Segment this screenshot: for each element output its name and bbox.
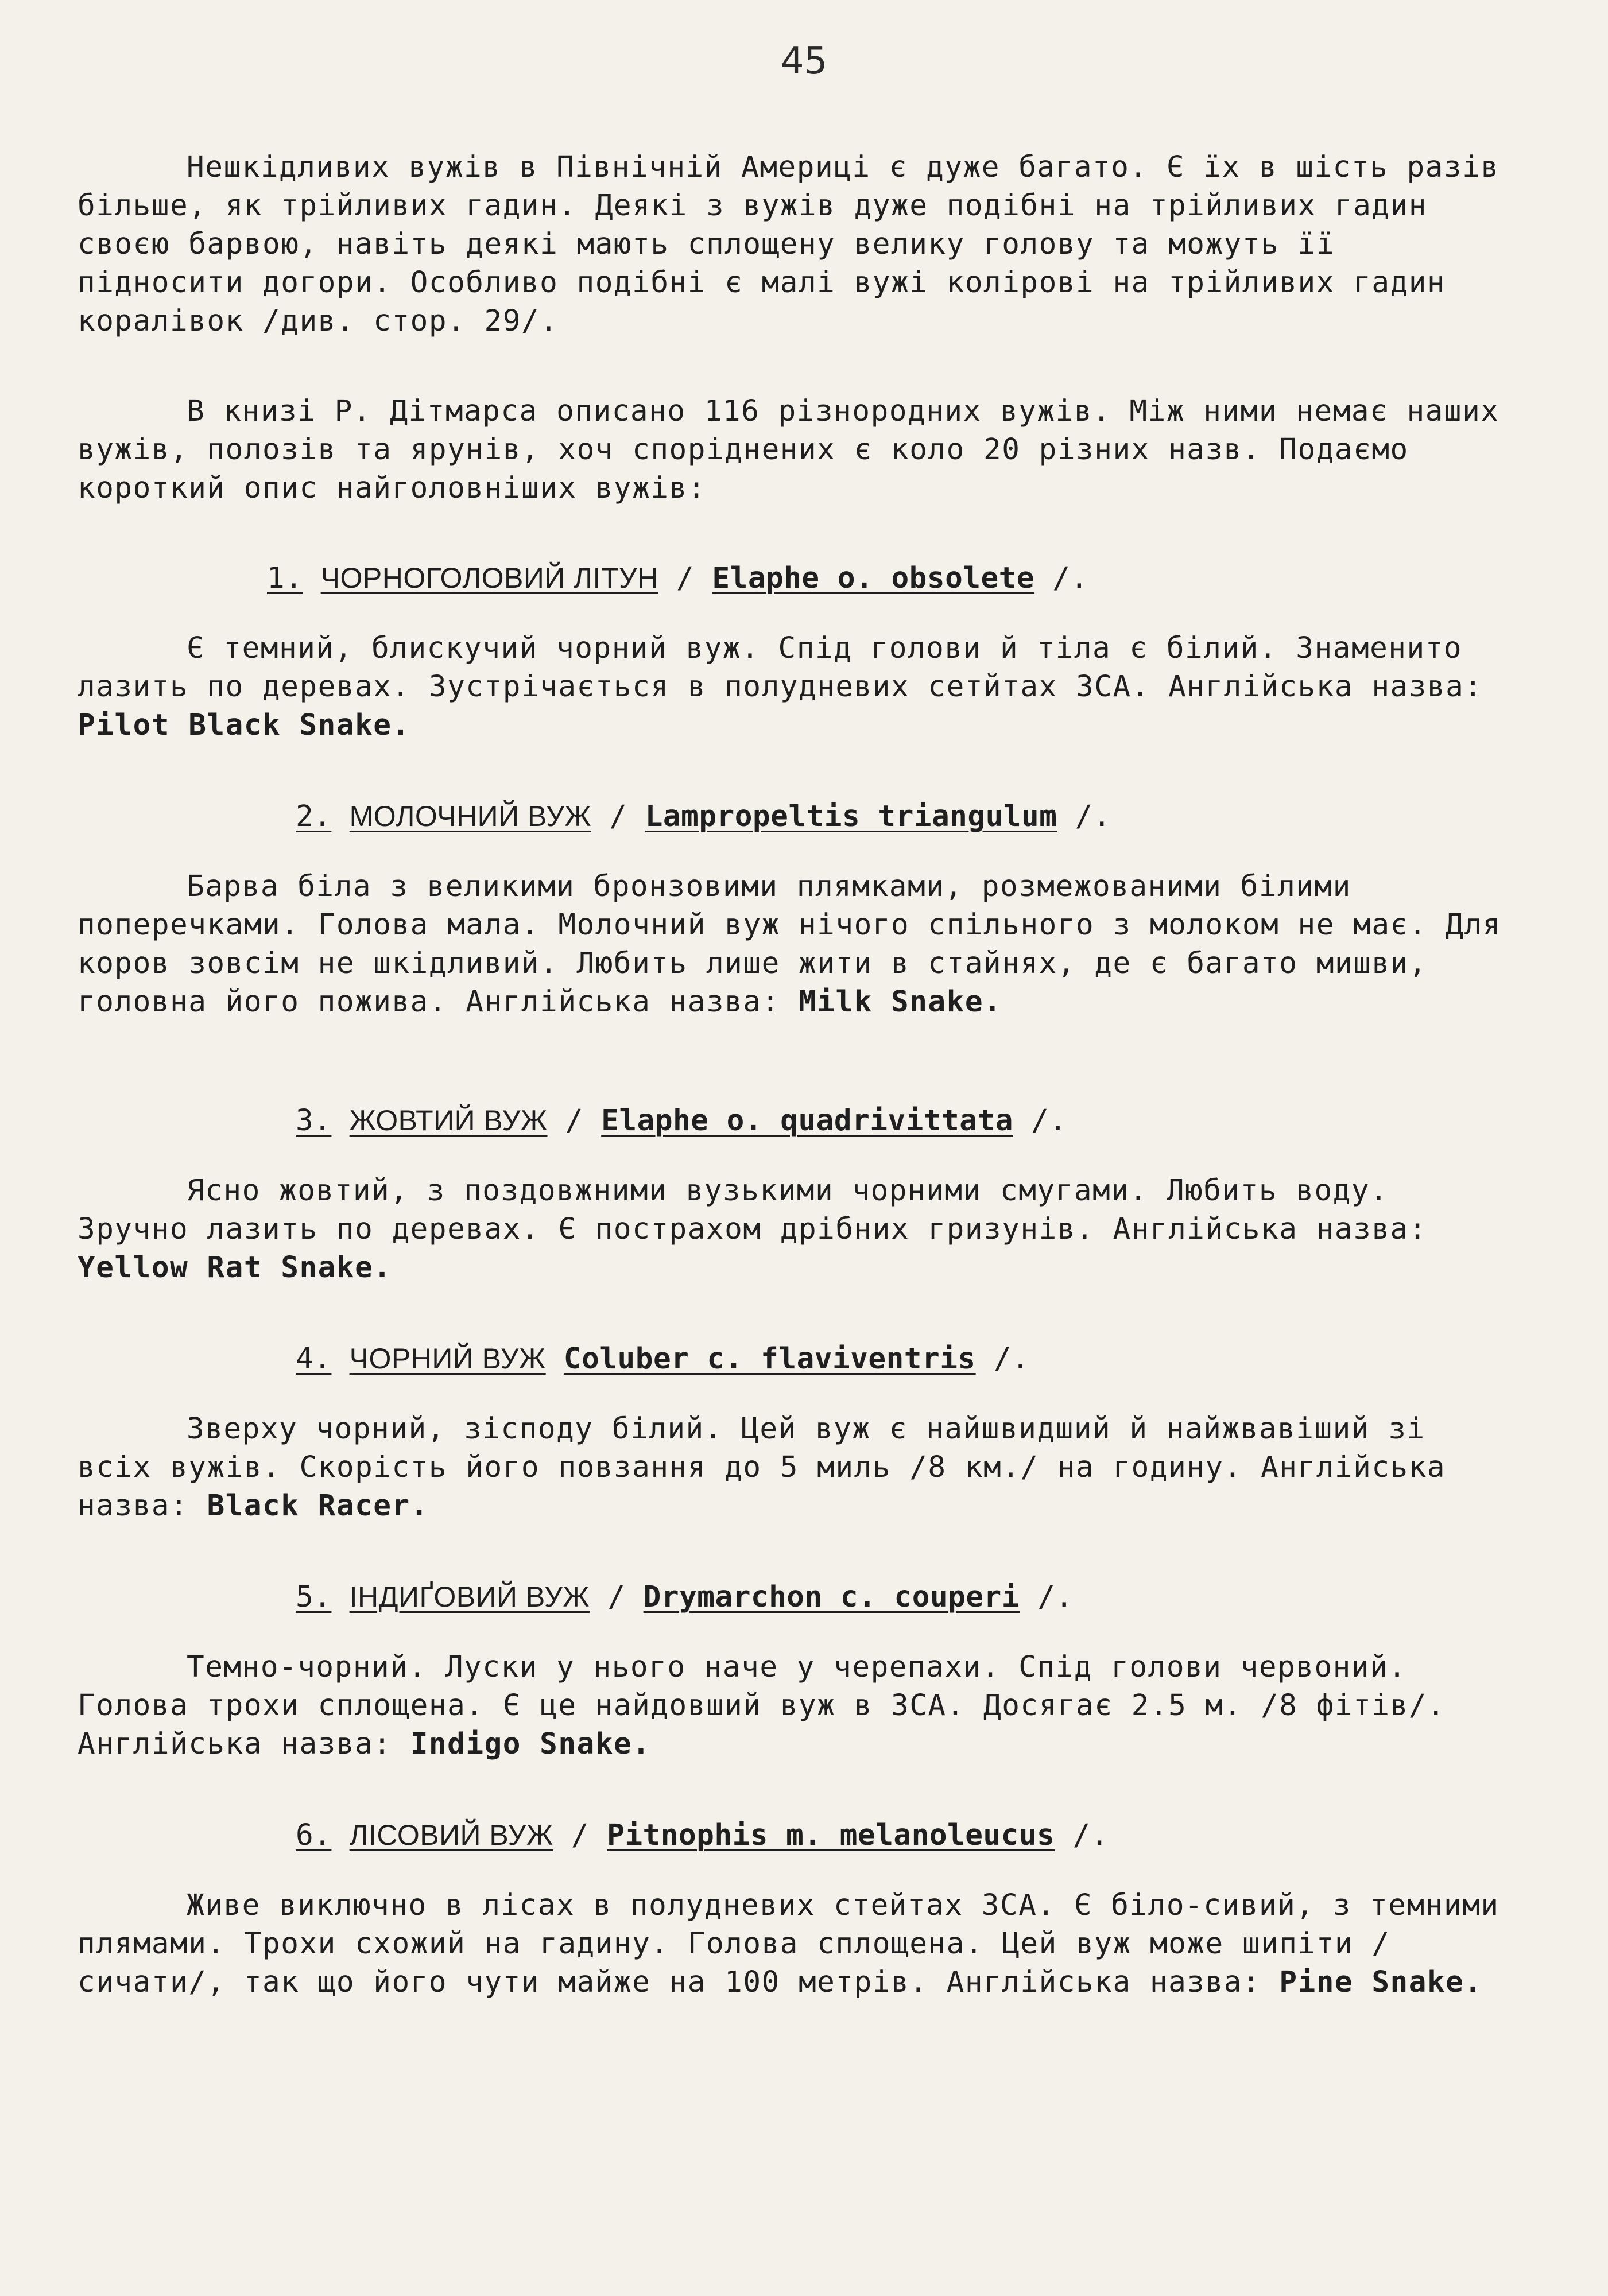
entry-name: ЖОВТИЙ ВУЖ — [349, 1104, 548, 1137]
entry-description — [78, 867, 1513, 1021]
snake-entry-4 — [78, 1340, 1513, 1525]
entry-heading — [78, 1340, 1513, 1378]
entry-closing: /. — [1075, 800, 1111, 833]
entry-description — [78, 1172, 1513, 1287]
entry-heading — [78, 1816, 1513, 1855]
document-body — [78, 148, 1513, 2002]
entry-closing: /. — [1037, 1580, 1074, 1614]
entry-english-name: Yellow Rat Snake. — [78, 1251, 392, 1285]
entry-heading — [78, 797, 1513, 836]
entry-number: 1. — [267, 561, 303, 595]
entry-name: ЛІСОВИЙ ВУЖ — [349, 1819, 553, 1851]
entry-english-name: Pine Snake. — [1279, 1965, 1483, 1999]
snake-entry-5 — [78, 1578, 1513, 1763]
second-paragraph: В книзі Р. Дітмарса описано 116 різнородних вужів. Між ними немає наших вужів, полозів та ярунів, хоч споріднених є коло 20 різних назв. Подаємо короткий опис найголовніших вужів: — [78, 394, 1499, 505]
entry-name: МОЛОЧНИЙ ВУЖ — [349, 800, 592, 832]
snake-entry-6 — [78, 1816, 1513, 2002]
entry-closing: /. — [1052, 561, 1088, 595]
entry-description-text: Є темний, блискучий чорний вуж. Спід голови й тіла є білий. Знаменито лазить по деревах. Зустрічається в полудневих сетйтах ЗСА. Англійська назва: — [78, 631, 1483, 704]
intro-paragraph: Нешкідливих вужів в Північній Америці є дуже багато. Є їх в шість разів більше, як трійливих гадин. Деякі з вужів дуже подібні на трійливих гадин своєю барвою, навіть деякі мають сплощену велику голову та можуть її підносити догори. Особливо подібні є малі вужі колірові на трійливих гадин коралівок /див. стор. 29/. — [78, 150, 1499, 338]
snake-entry-1 — [78, 559, 1513, 744]
entry-latin-name: Coluber c. flaviventris — [563, 1342, 976, 1376]
entry-english-name: Pilot Black Snake. — [78, 708, 410, 742]
entry-description-text: Темно-чорний. Луски у нього наче у черепахи. Спід голови червоний. Голова трохи сплощена. Є це найдовший вуж в ЗСА. Досягає 2.5 м. /8 фітів/. Англійська назва: — [78, 1650, 1446, 1761]
entry-description-text: Ясно жовтий, з поздовжними вузькими чорними смугами. Любить воду. Зручно лазить по деревах. Є пострахом дрібних гризунів. Англійська назва: — [78, 1174, 1427, 1246]
entry-closing: /. — [1031, 1104, 1067, 1138]
entry-separator: / — [571, 1818, 589, 1852]
entry-number: 4. — [296, 1342, 332, 1376]
entry-separator: / — [609, 800, 627, 833]
entry-name: ЧОРНОГОЛОВИЙ ЛІТУН — [320, 562, 658, 594]
entry-english-name: Black Racer. — [207, 1489, 429, 1523]
entry-description-text: Зверху чорний, зісподу білий. Цей вуж є найшвидший й найжвавіший зі всіх вужів. Скорість його повзання до 5 миль /8 км./ на годину. Англійська назва: — [78, 1412, 1446, 1523]
entry-number: 3. — [296, 1104, 332, 1138]
entry-description — [78, 629, 1513, 744]
entry-description — [78, 1410, 1513, 1525]
entry-separator: / — [607, 1580, 626, 1614]
entry-name: ІНДИҐОВИЙ ВУЖ — [349, 1581, 590, 1613]
entry-description — [78, 1648, 1513, 1763]
entry-latin-name: Elaphe o. obsolete — [712, 561, 1035, 595]
entry-closing: /. — [993, 1342, 1030, 1376]
entry-latin-name: Drymarchon c. couperi — [643, 1580, 1020, 1614]
entry-heading — [78, 1102, 1513, 1140]
entry-english-name: Milk Snake. — [799, 985, 1002, 1019]
entry-number: 2. — [296, 800, 332, 833]
entry-number: 5. — [296, 1580, 332, 1614]
entry-number: 6. — [296, 1818, 332, 1852]
entry-latin-name: Elaphe o. quadrivittata — [601, 1104, 1013, 1138]
entry-closing: /. — [1072, 1818, 1109, 1852]
entry-separator: / — [565, 1104, 583, 1138]
entry-description-text: Живе виключно в лісах в полудневих стейтах ЗСА. Є біло-сивий, з темними плямами. Трохи схожий на гадину. Голова сплощена. Цей вуж може шипіти /сичати/, так що його чути майже на 100 метрів. Англійська назва: — [78, 1888, 1499, 1999]
entry-latin-name: Pitnophis m. melanoleucus — [607, 1818, 1055, 1852]
entry-name: ЧОРНИЙ ВУЖ — [349, 1343, 546, 1375]
entry-english-name: Indigo Snake. — [410, 1727, 651, 1761]
snake-entry-3 — [78, 1102, 1513, 1287]
entry-latin-name: Lampropeltis triangulum — [645, 800, 1057, 833]
page-number: 45 — [780, 40, 828, 83]
entry-description-text: Барва біла з великими бронзовими плямками, розмежованими білими поперечками. Голова мала. Молочний вуж нічого спільного з молоком не має. Для коров зовсім не шкідливий. Любить лише жити в стайнях, де є багато мишви, головна його пожива. Англійська назва: — [78, 870, 1501, 1019]
entry-separator: / — [676, 561, 695, 595]
entry-heading — [78, 1578, 1513, 1616]
entry-description — [78, 1886, 1513, 2002]
snake-entry-2 — [78, 797, 1513, 1021]
entry-heading — [78, 559, 1513, 598]
